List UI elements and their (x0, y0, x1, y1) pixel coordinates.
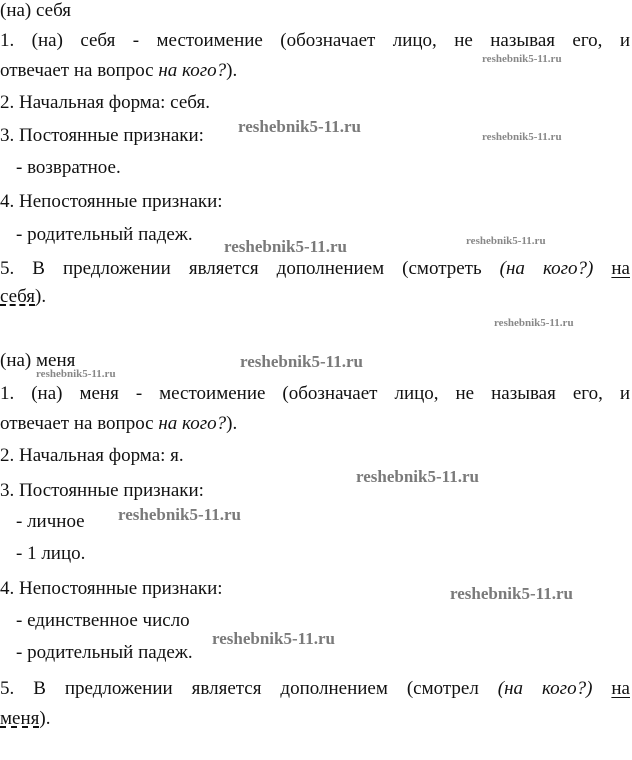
list-item: - единственное число (16, 610, 190, 631)
paragraph-line (0, 708, 50, 730)
paragraph-line: 1. (на) себя - местоимение (обозначает лицо, не называя его, и (0, 30, 630, 51)
watermark: reshebnik5-11.ru (224, 237, 347, 256)
list-item: - личное (16, 511, 85, 532)
paragraph-line: 3. Постоянные признаки: (0, 125, 204, 146)
text: ). (226, 413, 238, 434)
paragraph-line (0, 286, 46, 308)
list-item: - возвратное. (16, 157, 121, 178)
watermark: reshebnik5-11.ru (466, 235, 546, 247)
list-item: - родительный падеж. (16, 642, 193, 663)
watermark: reshebnik5-11.ru (482, 53, 562, 65)
paragraph-line (0, 258, 630, 280)
watermark: reshebnik5-11.ru (494, 317, 574, 329)
watermark: reshebnik5-11.ru (240, 352, 363, 371)
watermark: reshebnik5-11.ru (356, 467, 479, 486)
paragraph-line: 3. Постоянные признаки: (0, 480, 204, 501)
question-italic: на кого? (158, 60, 227, 81)
watermark: reshebnik5-11.ru (482, 131, 562, 143)
paragraph-line: 4. Непостоянные признаки: (0, 191, 223, 212)
list-item: - 1 лицо. (16, 543, 86, 564)
watermark: reshebnik5-11.ru (450, 584, 573, 603)
list-item: - родительный падеж. (16, 224, 193, 245)
watermark: reshebnik5-11.ru (36, 368, 116, 380)
underlined-word: себя (0, 286, 36, 307)
paragraph-line: 2. Начальная форма: я. (0, 445, 184, 466)
paragraph-line (0, 413, 237, 435)
paragraph-line: 4. Непостоянные признаки: (0, 578, 223, 599)
text: 5. В предложении является дополнением (смотреть (0, 258, 500, 279)
paragraph-line (0, 678, 630, 700)
text: ). (35, 286, 47, 307)
text: 5. В предложении является дополнением (смотрел (0, 678, 498, 699)
text: отвечает на вопрос (0, 413, 159, 434)
watermark: reshebnik5-11.ru (118, 505, 241, 524)
text: ). (39, 708, 51, 729)
section-title: (на) меня (0, 350, 76, 371)
section-title: (на) себя (0, 0, 72, 21)
underlined-word: меня (0, 708, 40, 729)
paragraph-line: 2. Начальная форма: себя. (0, 92, 210, 113)
underlined-word: на (611, 258, 630, 279)
question-italic: на кого? (158, 413, 227, 434)
text: ). (226, 60, 238, 81)
paragraph-line: 1. (на) меня - местоимение (обозначает лицо, не называя его, и (0, 383, 630, 404)
text: отвечает на вопрос (0, 60, 159, 81)
question-italic: (на кого?) (499, 258, 594, 279)
watermark: reshebnik5-11.ru (212, 629, 335, 648)
underlined-word: на (611, 678, 630, 699)
paragraph-line (0, 60, 237, 82)
watermark: reshebnik5-11.ru (238, 117, 361, 136)
question-italic: (на кого?) (497, 678, 593, 699)
